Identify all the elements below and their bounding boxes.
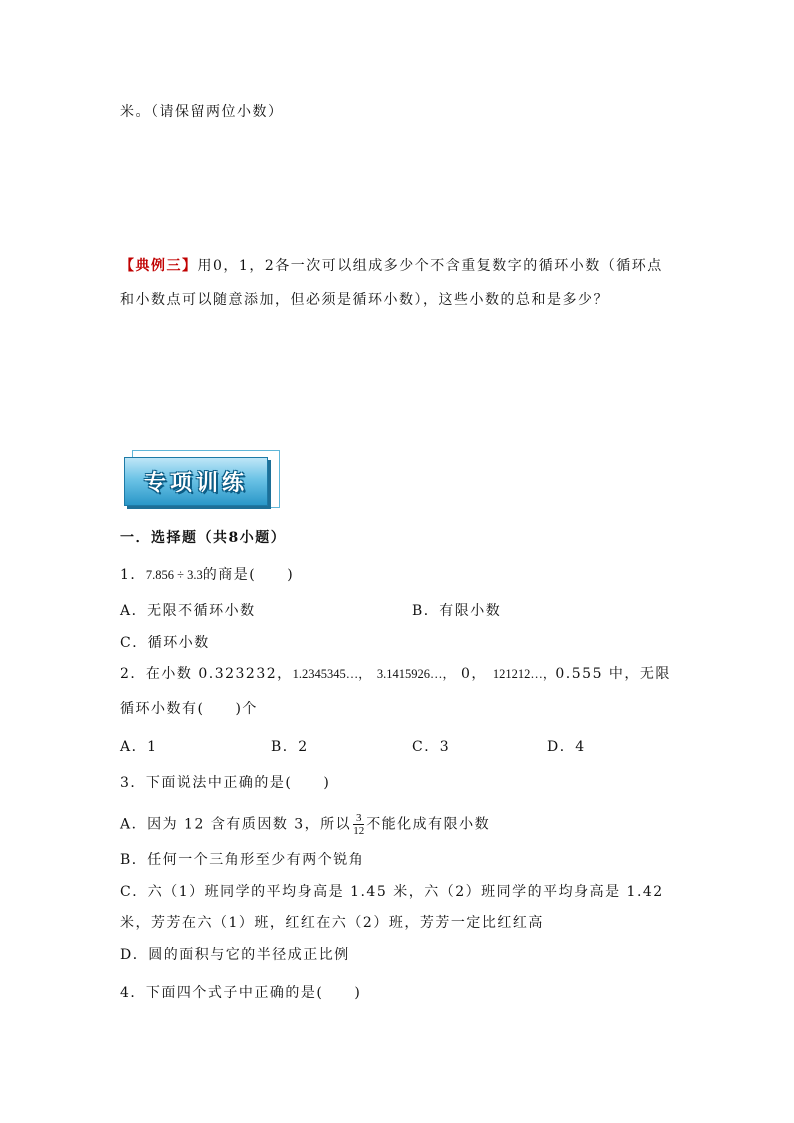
q1-option-c: C．循环小数 [120, 635, 210, 651]
q3-option-c-line-2: 米，芳芳在六（1）班，红红在六（2）班，芳芳一定比红红高 [120, 915, 544, 931]
question-2 [120, 664, 671, 684]
fraction-denominator: 12 [353, 825, 365, 837]
q3-a-prefix: A．因为 12 含有质因数 3，所以 [120, 816, 352, 833]
question-1 [120, 565, 294, 585]
q2-line-2: 循环小数有( )个 [120, 701, 258, 717]
top-line: 米。（请保留两位小数） [120, 104, 284, 120]
q2-suffix: 0.555 中，无限 [555, 666, 671, 682]
q1-option-a: A．无限不循环小数 [120, 603, 256, 619]
question-4: 4．下面四个式子中正确的是( ) [120, 985, 362, 1001]
q1-expression: 7.856 ÷ 3.3 [145, 568, 203, 582]
banner-box [124, 457, 268, 506]
section-title: 一．选择题（共8小题） [120, 530, 287, 546]
q2-number-1: 1.2345345…， [292, 667, 371, 681]
q3-a-suffix: 不能化成有限小数 [366, 816, 491, 833]
example-line-2: 和小数点可以随意添加，但必须是循环小数），这些小数的总和是多少？ [120, 292, 609, 308]
q2-option-d: D．4 [547, 739, 586, 755]
q3-option-b: B．任何一个三角形至少有两个锐角 [120, 852, 365, 868]
q2-option-c: C．3 [412, 739, 451, 755]
example-text-1: 用0，1，2各一次可以组成多少个不含重复数字的循环小数（循环点 [197, 258, 663, 274]
q2-number-2: 3.1415926…， [376, 667, 455, 681]
q2-prefix: 2．在小数 0.323232， [120, 666, 293, 682]
q2-option-a: A．1 [120, 739, 158, 755]
section-banner [124, 450, 284, 510]
example-line-1 [120, 256, 663, 276]
banner-label: 专项训练 [143, 471, 248, 496]
q3-fraction [353, 812, 364, 837]
question-3: 3．下面说法中正确的是( ) [120, 775, 331, 791]
example-tag: 【典例三】 [120, 258, 198, 274]
q2-option-b: B．2 [271, 739, 309, 755]
q3-option-c-line-1: C．六（1）班同学的平均身高是 1.45 米，六（2）班同学的平均身高是 1.42 [120, 884, 664, 900]
q2-number-zero: 0， [460, 666, 487, 682]
q1-suffix: 的商是( ) [202, 567, 295, 583]
fraction-numerator: 3 [353, 812, 364, 825]
q1-prefix: 1． [120, 567, 146, 583]
q2-number-3: 121212…， [492, 667, 556, 681]
q1-option-b: B．有限小数 [412, 603, 502, 619]
q3-option-a [120, 812, 490, 837]
q3-option-d: D．圆的面积与它的半径成正比例 [120, 947, 350, 963]
